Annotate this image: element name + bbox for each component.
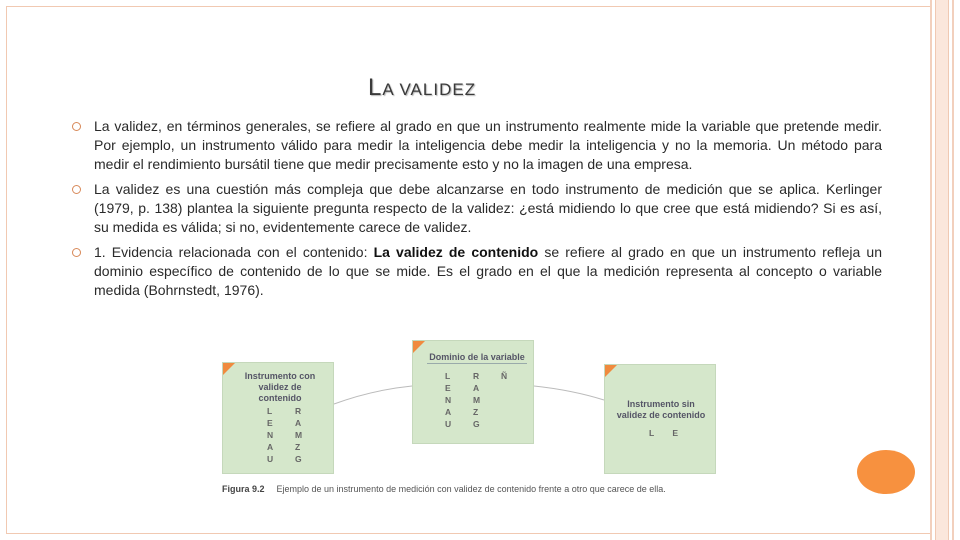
bullet-text: La validez, en términos generales, se refiere al grado en que un instrumento realmente mide la variable que pretende medir. Por ejemplo, un instrumento válido para medir la inteligencia debe medir la inteligencia y no la memoria. Un método para medir el rendimiento bursátil tiene que medir precisamente esto y no la imagen de una empresa. xyxy=(94,118,882,172)
connector-right xyxy=(534,386,604,400)
bullet-text-intro: 1. Evidencia relacionada con el contenido: xyxy=(94,244,374,260)
corner-marker xyxy=(605,365,617,377)
letter-column: R A M Z G xyxy=(295,406,303,464)
figure-caption xyxy=(222,484,666,494)
decorative-stripe xyxy=(952,0,954,540)
box-heading: Dominio de la variable xyxy=(427,352,527,364)
letter-row: L E xyxy=(649,428,679,438)
corner-marker xyxy=(413,341,425,353)
box-heading: Instrumento sin validez de contenido xyxy=(616,399,706,420)
bullet-item xyxy=(72,180,882,237)
box-with-validity xyxy=(222,362,334,474)
letter-column: Ñ xyxy=(501,371,508,381)
bullet-item xyxy=(72,243,882,300)
corner-marker xyxy=(223,363,235,375)
connector-left xyxy=(334,386,412,404)
bullet-text: La validez es una cuestión más compleja que debe alcanzarse en todo instrumento de medición que se aplica. Kerlinger (1979, p. 138) plantea la siguiente pregunta respecto de la validez: ¿está midiendo lo que cree que está midiendo? Si es así, su medida es válida; si no, evidentemente carece de validez. xyxy=(94,181,882,235)
bullet-list xyxy=(72,117,882,306)
box-without-validity xyxy=(604,364,716,474)
box-heading: Instrumento con validez de contenido xyxy=(244,371,316,403)
letter-column: L E N A U xyxy=(445,371,452,429)
box-variable-domain xyxy=(412,340,534,444)
caption-label: Figura 9.2 xyxy=(222,484,265,494)
slide-title xyxy=(368,74,476,102)
title-first-letter: L xyxy=(368,74,383,101)
bullet-icon xyxy=(72,248,81,257)
decorative-stripe xyxy=(930,0,932,540)
letter-column: L E N A U xyxy=(267,406,274,464)
caption-text: Ejemplo de un instrumento de medición con validez de contenido frente a otro que carece de ella. xyxy=(276,484,666,494)
title-rest: A VALIDEZ xyxy=(382,80,477,99)
bullet-text-bold: La validez de contenido xyxy=(373,244,539,260)
decorative-circle xyxy=(857,450,915,494)
bullet-text-rest: se refiere al grado en que un instrumento refleja un dominio específico de contenido de lo que se mide. Es el grado en el que la medición representa al concepto o variable medida (Bohrnstedt, 1976). xyxy=(94,244,882,298)
decorative-stripe xyxy=(935,0,949,540)
bullet-icon xyxy=(72,185,81,194)
bullet-icon xyxy=(72,122,81,131)
bullet-item xyxy=(72,117,882,174)
figure-diagram xyxy=(222,340,732,500)
letter-column: R A M Z G xyxy=(473,371,481,429)
